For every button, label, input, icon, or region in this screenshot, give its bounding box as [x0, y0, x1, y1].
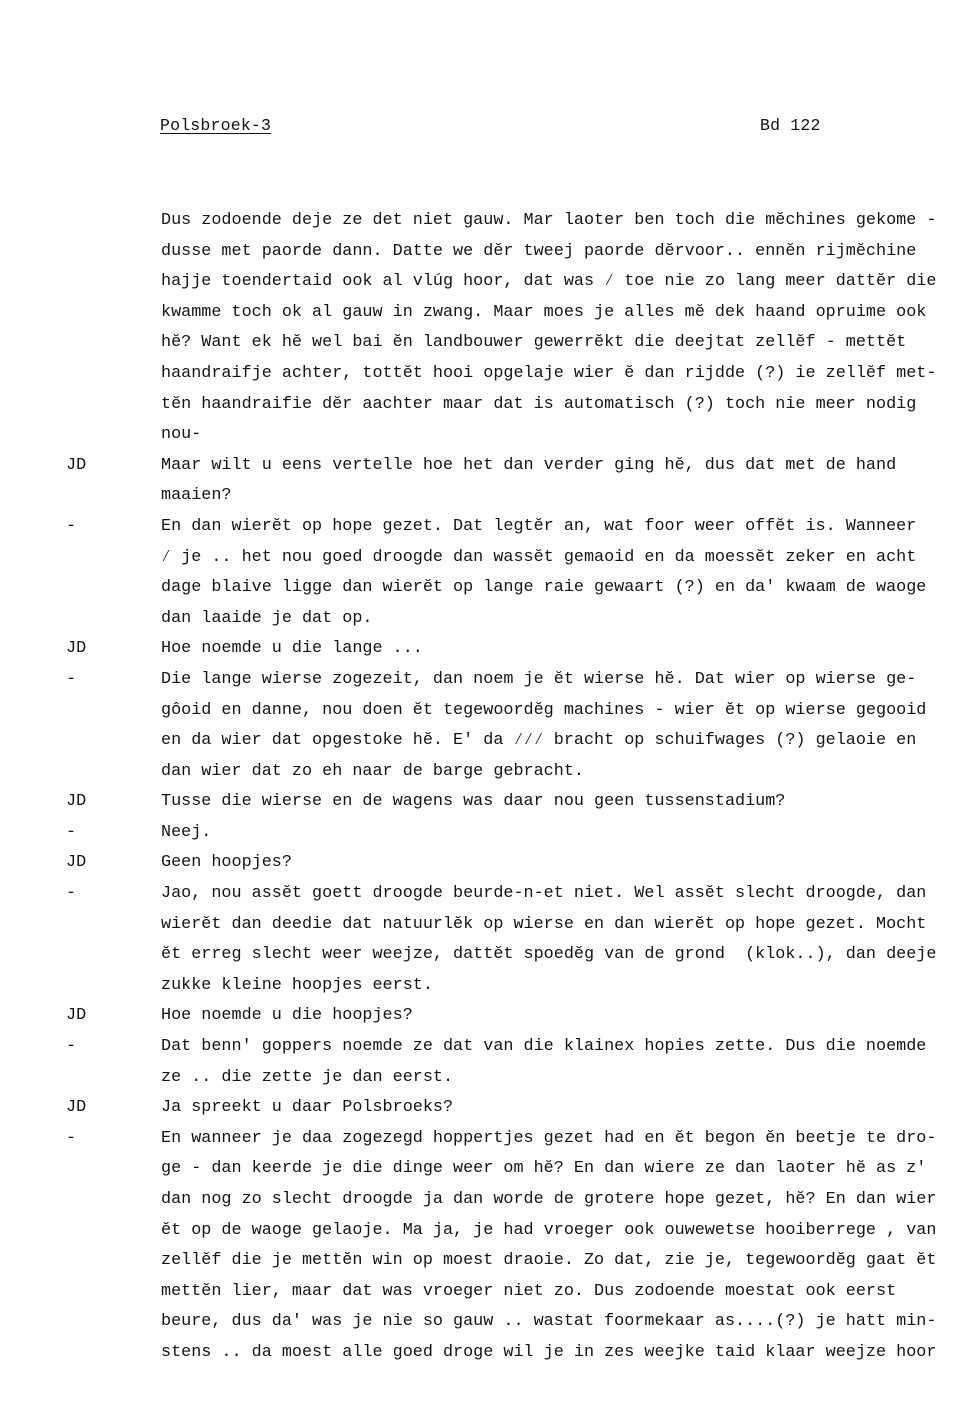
- transcript-line: [0, 1093, 979, 1124]
- transcript-line: [0, 665, 979, 696]
- line-text: En wanneer je daa zogezegd hoppertjes gezet had en ĕt begon ĕn beetje te dro-: [161, 1128, 937, 1148]
- transcript-line: [0, 1307, 979, 1338]
- line-text: Maar wilt u eens vertelle hoe het dan verder ging hĕ, dus dat met de hand: [161, 455, 897, 475]
- speaker-label: JD: [66, 1006, 87, 1026]
- transcript-line: [0, 328, 979, 359]
- line-text: mettĕn lier, maar dat was vroeger niet zo. Dus zodoende moestat ook eerst: [161, 1281, 897, 1301]
- transcript-line: [0, 1216, 979, 1247]
- transcript-line: [0, 390, 979, 421]
- transcript-line: [0, 298, 979, 329]
- line-text: dan wier dat zo eh naar de barge gebracht.: [161, 761, 584, 781]
- transcript-line: [0, 848, 979, 879]
- line-text: Neej.: [161, 822, 212, 842]
- transcript-line: [0, 359, 979, 390]
- line-text: Hoe noemde u die hoopjes?: [161, 1006, 413, 1026]
- document-title: Polsbroek-3: [160, 116, 272, 135]
- page-reference: Bd 122: [760, 116, 821, 135]
- line-text: Dat benn' goppers noemde ze dat van die klainex hopies zette. Dus die noemde: [161, 1037, 927, 1057]
- line-text: nou-: [161, 425, 202, 445]
- transcript-line: [0, 634, 979, 665]
- line-text: hĕ? Want ek hĕ wel bai ĕn landbouwer gewerrĕkt die deejtat zellĕf - mettĕt: [161, 333, 907, 353]
- transcript-line: [0, 971, 979, 1002]
- line-text: ze .. die zette je dan eerst.: [161, 1067, 454, 1087]
- transcript-line: [0, 818, 979, 849]
- speaker-label: -: [66, 822, 77, 842]
- transcript-body: [0, 206, 979, 1369]
- line-text: kwamme toch ok al gauw in zwang. Maar moes je alles mĕ dek haand opruime ook: [161, 302, 927, 322]
- line-text: wierĕt dan deedie dat natuurlĕk op wierse en dan wierĕt op hope gezet. Mocht: [161, 914, 927, 934]
- transcript-line: [0, 787, 979, 818]
- line-text: zellĕf die je mettĕn win op moest draoie. Zo dat, zie je, tegewoordĕg gaat ĕt: [161, 1251, 937, 1271]
- line-text: dage blaive ligge dan wierĕt op lange raie gewaart (?) en da' kwaam de waoge: [161, 578, 927, 598]
- transcript-line: [0, 757, 979, 788]
- transcript-line: [0, 910, 979, 941]
- line-text: maaien?: [161, 486, 232, 506]
- transcript-line: [0, 1277, 979, 1308]
- speaker-label: -: [66, 1037, 77, 1057]
- line-text: en da wier dat opgestoke hĕ. E' da ⁄⁄⁄ bracht op schuifwages (?) gelaoie en: [161, 731, 917, 751]
- transcript-line: [0, 1154, 979, 1185]
- transcript-line: [0, 237, 979, 268]
- line-text: gôoid en danne, nou doen ĕt tegewoordĕg machines - wier ĕt op wierse gegooid: [161, 700, 927, 720]
- transcript-line: [0, 451, 979, 482]
- line-text: En dan wierĕt op hope gezet. Dat legtĕr an, wat foor weer offĕt is. Wanneer: [161, 516, 917, 536]
- line-text: dan laaide je dat op.: [161, 608, 373, 628]
- speaker-label: -: [66, 516, 77, 536]
- speaker-label: -: [66, 884, 77, 904]
- line-text: haandraifje achter, tottĕt hooi opgelaje wier ĕ dan rijdde (?) ie zellĕf met-: [161, 363, 937, 383]
- transcript-line: [0, 543, 979, 574]
- transcript-line: [0, 267, 979, 298]
- line-text: dusse met paorde dann. Datte we dĕr tweej paorde dĕrvoor.. ennĕn rijmĕchine: [161, 241, 917, 261]
- transcript-line: [0, 1124, 979, 1155]
- line-text: Dus zodoende deje ze det niet gauw. Mar laoter ben toch die mĕchines gekome -: [161, 211, 937, 230]
- transcript-line: [0, 1063, 979, 1094]
- speaker-label: JD: [66, 639, 87, 659]
- line-text: hajje toendertaid ook al vlúg hoor, dat was ⁄ toe nie zo lang meer dattĕr die: [161, 272, 937, 292]
- transcript-line: [0, 940, 979, 971]
- transcript-line: [0, 1032, 979, 1063]
- speaker-label: JD: [66, 853, 87, 873]
- line-text: beure, dus da' was je nie so gauw .. wastat foormekaar as....(?) je hatt min-: [161, 1312, 937, 1332]
- speaker-label: JD: [66, 455, 87, 475]
- transcript-line: [0, 481, 979, 512]
- transcript-line: [0, 206, 979, 237]
- line-text: Tusse die wierse en de wagens was daar nou geen tussenstadium?: [161, 792, 786, 812]
- line-text: zukke kleine hoopjes eerst.: [161, 975, 433, 995]
- speaker-label: JD: [66, 792, 87, 812]
- line-text: Jao, nou assĕt goett droogde beurde-n-et niet. Wel assĕt slecht droogde, dan: [161, 884, 927, 904]
- speaker-label: -: [66, 1128, 77, 1148]
- transcript-line: [0, 1185, 979, 1216]
- transcript-line: [0, 512, 979, 543]
- speaker-label: JD: [66, 1098, 87, 1118]
- line-text: tĕn haandraifie dĕr aachter maar dat is automatisch (?) toch nie meer nodig: [161, 394, 917, 414]
- transcript-line: [0, 573, 979, 604]
- line-text: Ja spreekt u daar Polsbroeks?: [161, 1098, 454, 1118]
- line-text: Die lange wierse zogezeit, dan noem je ĕt wierse hĕ. Dat wier op wierse ge-: [161, 669, 917, 689]
- transcript-line: [0, 1001, 979, 1032]
- line-text: ge - dan keerde je die dinge weer om hĕ? En dan wiere ze dan laoter hĕ as z': [161, 1159, 927, 1179]
- line-text: ⁄ je .. het nou goed droogde dan wassĕt gemaoid en da moessĕt zeker en acht: [161, 547, 917, 567]
- transcript-line: [0, 1338, 979, 1369]
- line-text: ĕt erreg slecht weer weejze, dattĕt spoedĕg van de grond (klok..), dan deeje: [161, 945, 937, 965]
- line-text: dan nog zo slecht droogde ja dan worde de grotere hope gezet, hĕ? En dan wier: [161, 1190, 937, 1209]
- speaker-label: -: [66, 669, 77, 689]
- transcript-line: [0, 1246, 979, 1277]
- line-text: ĕt op de waoge gelaoje. Ma ja, je had vroeger ook ouwewetse hooiberrege , van: [161, 1220, 937, 1240]
- transcript-line: [0, 420, 979, 451]
- line-text: Geen hoopjes?: [161, 853, 292, 873]
- transcript-line: [0, 879, 979, 910]
- line-text: Hoe noemde u die lange ...: [161, 639, 423, 659]
- transcript-line: [0, 726, 979, 757]
- transcript-line: [0, 604, 979, 635]
- line-text: stens .. da moest alle goed droge wil je in zes weejke taid klaar weejze hoor: [161, 1342, 937, 1362]
- transcript-line: [0, 696, 979, 727]
